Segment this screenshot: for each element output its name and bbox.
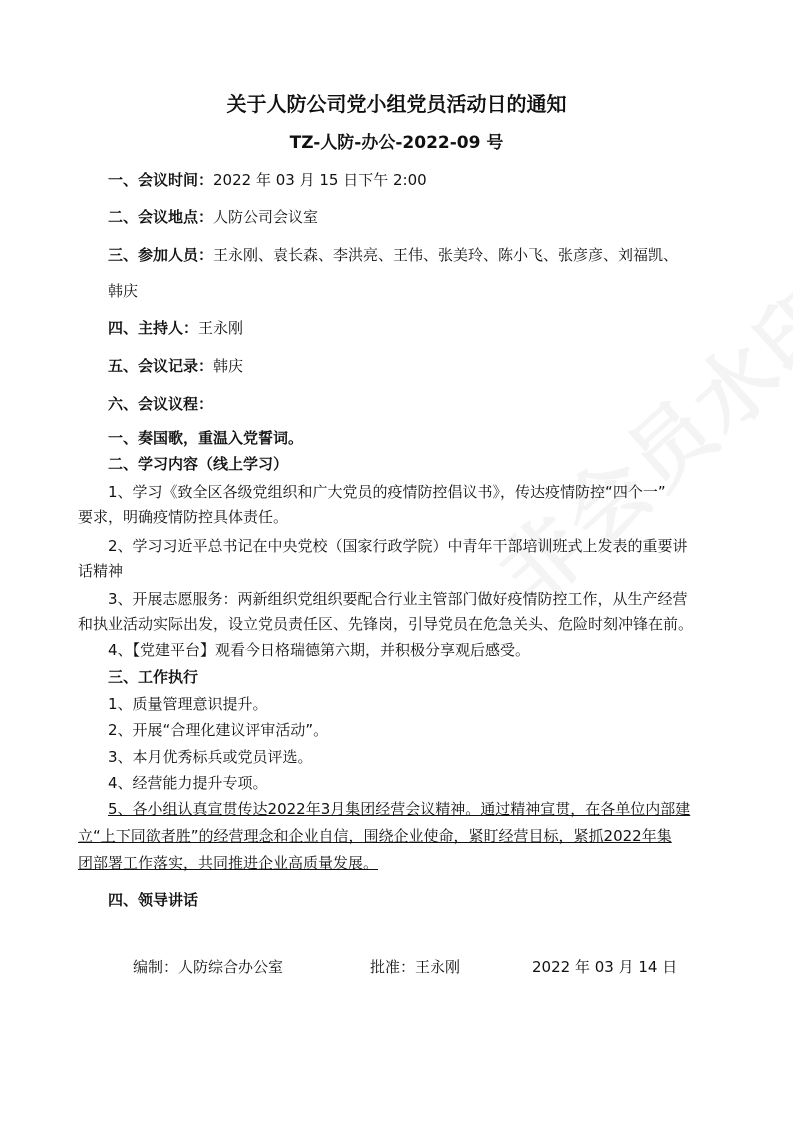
document-title: 关于人防公司党小组党员活动日的通知 xyxy=(226,92,567,116)
meeting-host-value: 王永刚 xyxy=(198,319,244,337)
study-item-3-continued: 和执业活动实际出发，设立党员责任区、先锋岗，引导党员在危急关头、危险时刻冲锋在前。 xyxy=(78,615,694,633)
meeting-time-value: 2022 年 03 月 15 日下午 2:00 xyxy=(213,171,427,189)
footer-editor: 编制：人防综合办公室 xyxy=(133,958,284,976)
footer-date: 2022 年 03 月 14 日 xyxy=(532,958,678,976)
footer-approver: 批准：王永刚 xyxy=(370,958,461,976)
study-item-2: 2、学习习近平总书记在中央党校（国家行政学院）中青年干部培训班式上发表的重要讲 xyxy=(108,537,688,555)
work-item-2: 2、开展“合理化建议评审活动”。 xyxy=(108,721,329,739)
meeting-attendees-value: 王永刚、袁长森、李洪亮、王伟、张美玲、陈小飞、张彦彦、刘福凯、 xyxy=(213,246,679,264)
meeting-host-label: 四、主持人： xyxy=(108,319,199,337)
meeting-host xyxy=(108,318,243,338)
work-item-5-continued: 立“上下同欲者胜”的经营理念和企业自信，围绕企业使命，紧盯经营目标，紧抓2022年集 xyxy=(78,827,672,845)
study-item-4: 4、【党建平台】观看今日格瑞德第六期，并积极分享观后感受。 xyxy=(108,641,531,659)
meeting-time-label: 一、会议时间： xyxy=(108,171,214,189)
meeting-time xyxy=(108,170,427,190)
study-item-1-continued: 要求，明确疫情防控具体责任。 xyxy=(78,508,289,526)
study-item-1: 1、学习《致全区各级党组织和广大党员的疫情防控倡议书》，传达疫情防控“四个一” xyxy=(108,483,666,501)
meeting-place-value: 人防公司会议室 xyxy=(213,208,319,226)
meeting-attendees-label: 三、参加人员： xyxy=(108,246,214,264)
meeting-recorder xyxy=(108,356,243,376)
meeting-recorder-label: 五、会议记录： xyxy=(108,357,214,375)
work-item-5-end: 团部署工作落实，共同推进企业高质量发展。 xyxy=(78,854,379,872)
work-item-3: 3、本月优秀标兵或党员评选。 xyxy=(108,748,313,766)
watermark xyxy=(470,252,793,627)
document-number: TZ-人防-办公-2022-09 号 xyxy=(289,133,504,153)
work-item-4: 4、经营能力提升专项。 xyxy=(108,774,268,792)
meeting-place-label: 二、会议地点： xyxy=(108,208,214,226)
meeting-attendees-continued: 韩庆 xyxy=(108,282,139,300)
meeting-attendees xyxy=(108,245,678,265)
meeting-place xyxy=(108,207,318,227)
study-item-2-continued: 话精神 xyxy=(78,562,124,580)
agenda-item-study: 二、学习内容（线上学习） xyxy=(108,455,289,473)
agenda-item-leader-speech: 四、领导讲话 xyxy=(108,891,199,909)
work-item-1: 1、质量管理意识提升。 xyxy=(108,695,268,713)
meeting-agenda-heading: 六、会议议程： xyxy=(108,395,214,413)
meeting-recorder-value: 韩庆 xyxy=(213,357,244,375)
work-item-5: 5、各小组认真宣贯传达2022年3月集团经营会议精神。通过精神宣贯，在各单位内部建 xyxy=(108,800,691,818)
study-item-3: 3、开展志愿服务：两新组织党组织要配合行业主管部门做好疫情防控工作，从生产经营 xyxy=(108,590,688,608)
agenda-item-anthem: 一、奏国歌，重温入党誓词。 xyxy=(108,429,304,447)
agenda-item-work: 三、工作执行 xyxy=(108,668,199,686)
